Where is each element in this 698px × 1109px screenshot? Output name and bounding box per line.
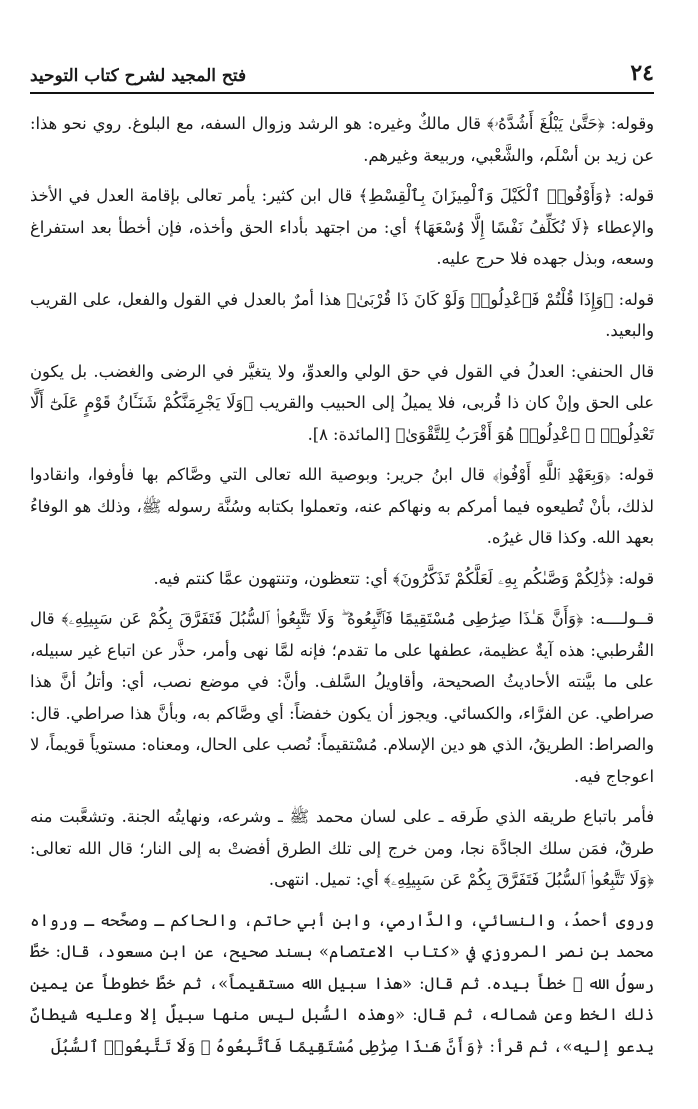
page-header: [30, 60, 654, 94]
page-body: [30, 108, 654, 1062]
paragraph-adl-qawl: قوله: ﴿وَإِذَا قُلْتُمْ فَٱعْدِلُوا۟ وَلَوْ كَانَ ذَا قُرْبَىٰ﴾ هذا أمرٌ بالعدل في القول والفعل، على القريب والبعيد.: [30, 289, 654, 340]
paragraph-ibn-masud-hadith: وروى أحمدُ، والنسائي، والدَّارمي، وابن أبي حاتم، والحاكم ـ وصحَّحه ـ ورواه محمد بن نصر المروزي في «كتاب الاعتصام» بسند صحيح، عن ابن مسعود، قال: خطَّ رسولُ الله ﷺ خطاً بيده. ثم قال: «هذا سبيل الله مستقيماً»، ثم خطَّ خطوطاً عن يمين ذلك الخط وعن شماله، ثم قال: «وهذه السُّبل ليس منها سبيلٌ إلا وعليه شيطانٌ يدعو إليه»، ثم قرأ: ﴿وَأَنَّ هَـٰذَا صِرَٰطِى مُسْتَقِيمًا فَٱتَّبِعُوهُ ۖ وَلَا تَتَّبِعُوا۟ ٱلسُّبُلَ: [30, 910, 654, 1056]
paragraph-hanafi: قال الحنفي: العدلُ في القول في حق الولي والعدوِّ، ولا يتغيَّر في الرضى والغضب. بل يكون على الحق وإنْ كان ذا قُربى، فلا يميلُ إلى الحبيب والقريب ﴿وَلَا يَجْرِمَنَّكُمْ شَنَـَٔانُ قَوْمٍ عَلَىٰٓ أَلَّا تَعْدِلُوا۟ ۚ ٱعْدِلُوا۟ هُوَ أَقْرَبُ لِلتَّقْوَىٰ﴾ [المائدة: ٨].: [30, 361, 654, 444]
page-number: ٢٤: [630, 60, 654, 86]
paragraph-sirat-mustaqim: قــولــــه: ﴿وَأَنَّ هَـٰذَا صِرَٰطِى مُسْتَقِيمًا فَٱتَّبِعُوهُ ۖ وَلَا تَتَّبِعُوا۟ ٱلسُّبُلَ فَتَفَرَّقَ بِكُمْ عَن سَبِيلِهِۦ﴾ قال القُرطبي: هذه آيةٌ عظيمة، عطفها على ما تقدم؛ فإنه لمَّا نهى وأمر، حذَّر عن اتباع غير سبيله، على ما بيَّنته الأحاديثُ الصحيحة، وأقاويلُ السَّلف. وأنَّ: في موضع نصب، أي: وأتلُ أنَّ هذا صراطي. عن الفرَّاء، والكسائي. ويجوز أن يكون خفضاً: أي وصَّاكم به، وبأنَّ هذا صراطي. قال: والصراط: الطريقُ، الذي هو دين الإسلام. مُسْتقيماً: نُصب على الحال، ومعناه: مستوياً قويماً، لا اعوجاج فيه.: [30, 609, 654, 786]
paragraph-ahd-allah: قوله: ﴿وَبِعَهْدِ ٱللَّهِ أَوْفُوا۟﴾ قال ابنُ جرير: وبوصية الله تعالى التي وصَّاكم بها فأوفوا، وانقادوا لذلك، بأنْ تُطيعوه فيما أمركم به ونهاكم عنه، وتعملوا بكتابه وسُنَّة رسوله ﷺ، وذلك هو الوفاءُ بعهد الله. وكذا قال غيرُه.: [30, 465, 654, 547]
running-title: فتح المجيد لشرح كتاب التوحيد: [30, 66, 247, 86]
paragraph-kayl-mizan: قوله: ﴿وَأَوْفُوا۟ ٱلْكَيْلَ وَٱلْمِيزَانَ بِٱلْقِسْطِ﴾ قال ابن كثير: يأمر تعالى بإقامة العدل في الأخذ والإعطاء ﴿لَا نُكَلِّفُ نَفْسًا إِلَّا وُسْعَهَا﴾ أي: من اجتهد بأداء الحق وأخذه، فإن أخطأ بعد استفراغ وسعه، وبذل جهده فلا حرج عليه.: [30, 186, 654, 268]
paragraph-tariq: فأمر باتباع طريقه الذي طَرقه ـ على لسان محمد ﷺ ـ وشرعه، ونهايتُه الجنة. وتشعَّبت منه طرقٌ، فمَن سلك الجادَّة نجا، ومن خرج إلى تلك الطرق أفضتْ به إلى النار؛ قال الله تعالى: ﴿وَلَا تَتَّبِعُوا۟ ٱلسُّبُلَ فَتَفَرَّقَ بِكُمْ عَن سَبِيلِهِۦ﴾ أي: تميل. انتهى.: [30, 807, 654, 889]
paragraph-tadhakkarun: قوله: ﴿ذَٰلِكُمْ وَصَّىٰكُم بِهِۦ لَعَلَّكُمْ تَذَكَّرُونَ﴾ أي: تتعظون، وتنتهون عمَّا كنتم فيه.: [153, 568, 654, 588]
paragraph-ashuddah: وقوله: ﴿حَتَّىٰ يَبْلُغَ أَشُدَّهُۥ﴾ قال مالكٌ وغيره: هو الرشد وزوال السفه، مع البلوغ. روي نحو هذا: عن زيد بن أسْلَم، والشَّعْبي، وربيعة وغيرهم.: [30, 114, 654, 165]
